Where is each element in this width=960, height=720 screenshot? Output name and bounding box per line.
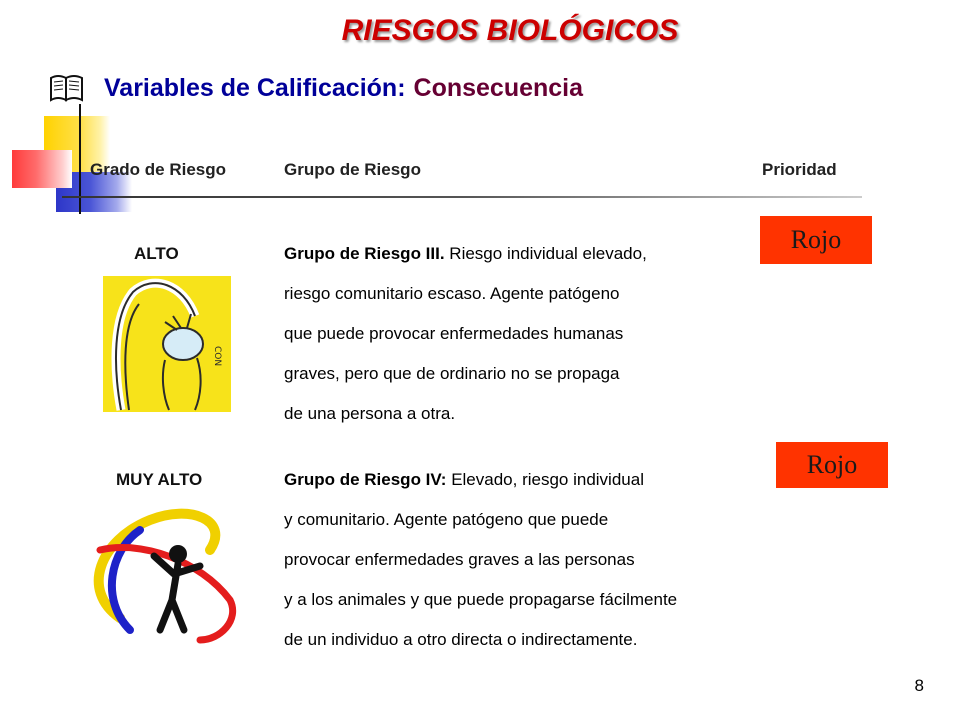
grade-alto: ALTO	[134, 244, 179, 263]
book-bullet-icon	[48, 73, 86, 103]
row-muy-alto-line-5: de un individuo a otro directa o indirectamente.	[284, 630, 638, 649]
grade-muy-alto: MUY ALTO	[116, 470, 203, 489]
decor-red-square	[12, 150, 72, 188]
row-alto-line-4: graves, pero que de ordinario no se propaga	[284, 364, 620, 383]
person-orbit-rings-icon	[60, 490, 272, 700]
row-alto-group-name: Grupo de Riesgo III.	[284, 244, 445, 263]
subtitle-part2: Consecuencia	[413, 73, 584, 102]
row-alto-line1-rest: Riesgo individual elevado,	[444, 244, 647, 263]
row-muy-alto-line-2: y comunitario. Agente patógeno que puede	[284, 510, 609, 529]
row-muy-alto-description	[284, 460, 804, 660]
row-alto-description	[284, 234, 764, 434]
header-divider-line	[62, 196, 862, 198]
subtitle-row	[48, 70, 583, 106]
page-number: 8	[914, 676, 924, 695]
row-muy-alto-line-4: y a los animales y que puede propagarse fácilmente	[284, 590, 678, 609]
header-grupo: Grupo de Riesgo	[284, 160, 421, 179]
row-muy-alto-line1-rest: Elevado, riesgo individual	[446, 470, 644, 489]
header-grado: Grado de Riesgo	[90, 160, 227, 179]
row-muy-alto-line-1	[284, 460, 804, 500]
priority-badge-alto: Rojo	[760, 216, 872, 264]
row-alto-line-3: que puede provocar enfermedades humanas	[284, 324, 624, 343]
row-alto-line-5: de una persona a otra.	[284, 404, 456, 423]
row-alto-line-1	[284, 234, 764, 274]
row-alto-line-2: riesgo comunitario escaso. Agente patógeno	[284, 284, 620, 303]
subtitle-label	[104, 74, 583, 103]
row-muy-alto-group-name: Grupo de Riesgo IV:	[284, 470, 447, 489]
slide-title: RIESGOS BIOLÓGICOS	[341, 14, 679, 47]
subtitle-part1: Variables de Calificación:	[104, 73, 406, 102]
priority-badge-muy-alto: Rojo	[776, 442, 888, 488]
header-prioridad: Prioridad	[762, 160, 837, 179]
row-muy-alto-line-3: provocar enfermedades graves a las personas	[284, 550, 635, 569]
svg-text:CON: CON	[212, 346, 222, 367]
person-water-fountain-icon	[103, 276, 231, 412]
